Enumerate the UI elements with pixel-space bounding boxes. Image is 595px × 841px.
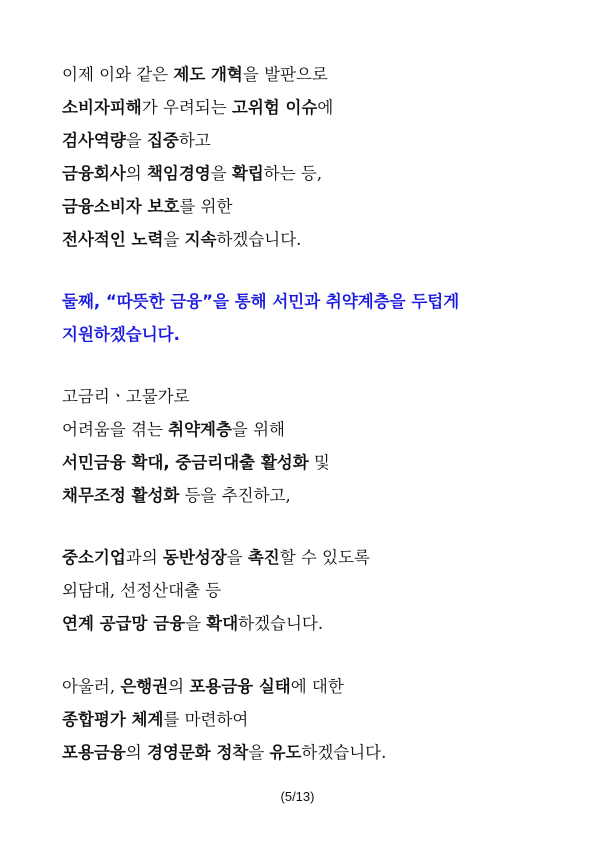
body-text-line	[62, 547, 370, 569]
emphasis-text: 채무조정 활성화	[62, 486, 180, 505]
emphasis-text: 서민금융 확대, 중금리대출 활성화	[62, 453, 309, 472]
emphasis-text: 확립	[231, 164, 264, 183]
body-text-line	[62, 709, 248, 731]
emphasis-text: 고위험 이슈	[231, 98, 318, 117]
text-segment: 을	[210, 164, 232, 183]
emphasis-text: 중소기업	[62, 548, 126, 567]
section-heading: 지원하겠습니다.	[62, 325, 180, 344]
body-text-line	[62, 130, 211, 152]
text-segment: 에	[317, 98, 334, 117]
emphasis-text: 검사역량	[62, 131, 126, 150]
text-segment: 및	[308, 453, 330, 472]
text-segment: 를 위한	[179, 197, 233, 216]
emphasis-text: 동반성장	[162, 548, 227, 567]
body-text-line: 외담대, 선정산대출 등	[62, 581, 222, 600]
body-text-line	[62, 64, 328, 86]
text-segment: 이제 이와 같은	[62, 65, 174, 84]
text-segment: 어려움을 겪는	[62, 420, 169, 439]
emphasis-text: 종합평가 체계	[62, 710, 164, 729]
text-segment: 등을 추진하고,	[179, 486, 291, 505]
text-segment: 하겠습니다.	[301, 743, 387, 762]
body-text-line	[62, 485, 291, 507]
body-text-line	[62, 613, 323, 635]
body-text-line	[62, 742, 386, 764]
emphasis-text: 집중	[146, 131, 179, 150]
emphasis-text: 제도 개혁	[173, 65, 243, 84]
emphasis-text: 포용금융	[62, 743, 126, 762]
text-segment: 을	[185, 614, 207, 633]
emphasis-text: 취약계층	[168, 420, 232, 439]
text-segment: 과의	[125, 548, 163, 567]
emphasis-text: 확대	[206, 614, 239, 633]
text-segment: 을 위해	[231, 420, 285, 439]
body-text-line	[62, 196, 232, 218]
text-segment: 의	[168, 677, 190, 696]
page-number: (5/13)	[280, 789, 315, 804]
emphasis-text: 전사적인 노력	[62, 230, 164, 249]
emphasis-text: 금융회사	[62, 164, 126, 183]
text-segment: 의	[125, 164, 147, 183]
emphasis-text: 포용금융 실태	[189, 677, 291, 696]
emphasis-text: 책임경영	[146, 164, 211, 183]
emphasis-text: 금융소비자 보호	[62, 197, 180, 216]
text-segment: 을	[226, 548, 248, 567]
body-text-line	[62, 419, 285, 441]
emphasis-text: 은행권	[120, 677, 169, 696]
text-segment: 을	[163, 230, 185, 249]
text-segment: 의	[125, 743, 147, 762]
text-segment: 을 발판으로	[242, 65, 328, 84]
body-text-line	[62, 452, 330, 474]
body-text-line	[62, 97, 333, 119]
text-segment: 을	[248, 743, 270, 762]
text-segment: 하겠습니다.	[216, 230, 302, 249]
text-segment: 하겠습니다.	[238, 614, 324, 633]
emphasis-text: 촉진	[247, 548, 280, 567]
body-text-line: 고금리ㆍ고물가로	[62, 387, 190, 406]
text-segment: 에 대한	[290, 677, 344, 696]
emphasis-text: 지속	[184, 230, 217, 249]
text-segment: 하는 등,	[263, 164, 323, 183]
emphasis-text: 유도	[269, 743, 302, 762]
body-text-line	[62, 163, 322, 185]
section-heading: 둘째, “따뜻한 금융”을 통해 서민과 취약계층을 두텁게	[62, 292, 460, 311]
emphasis-text: 연계 공급망 금융	[62, 614, 186, 633]
text-segment: 할 수 있도록	[279, 548, 370, 567]
body-text-line	[62, 229, 301, 251]
text-segment: 을	[125, 131, 147, 150]
emphasis-text: 소비자피해	[62, 98, 142, 117]
text-segment: 아울러,	[62, 677, 121, 696]
text-segment: 하고	[178, 131, 211, 150]
text-segment: 가 우려되는	[141, 98, 232, 117]
body-text-line	[62, 676, 344, 698]
text-segment: 를 마련하여	[163, 710, 249, 729]
emphasis-text: 경영문화 정착	[146, 743, 249, 762]
